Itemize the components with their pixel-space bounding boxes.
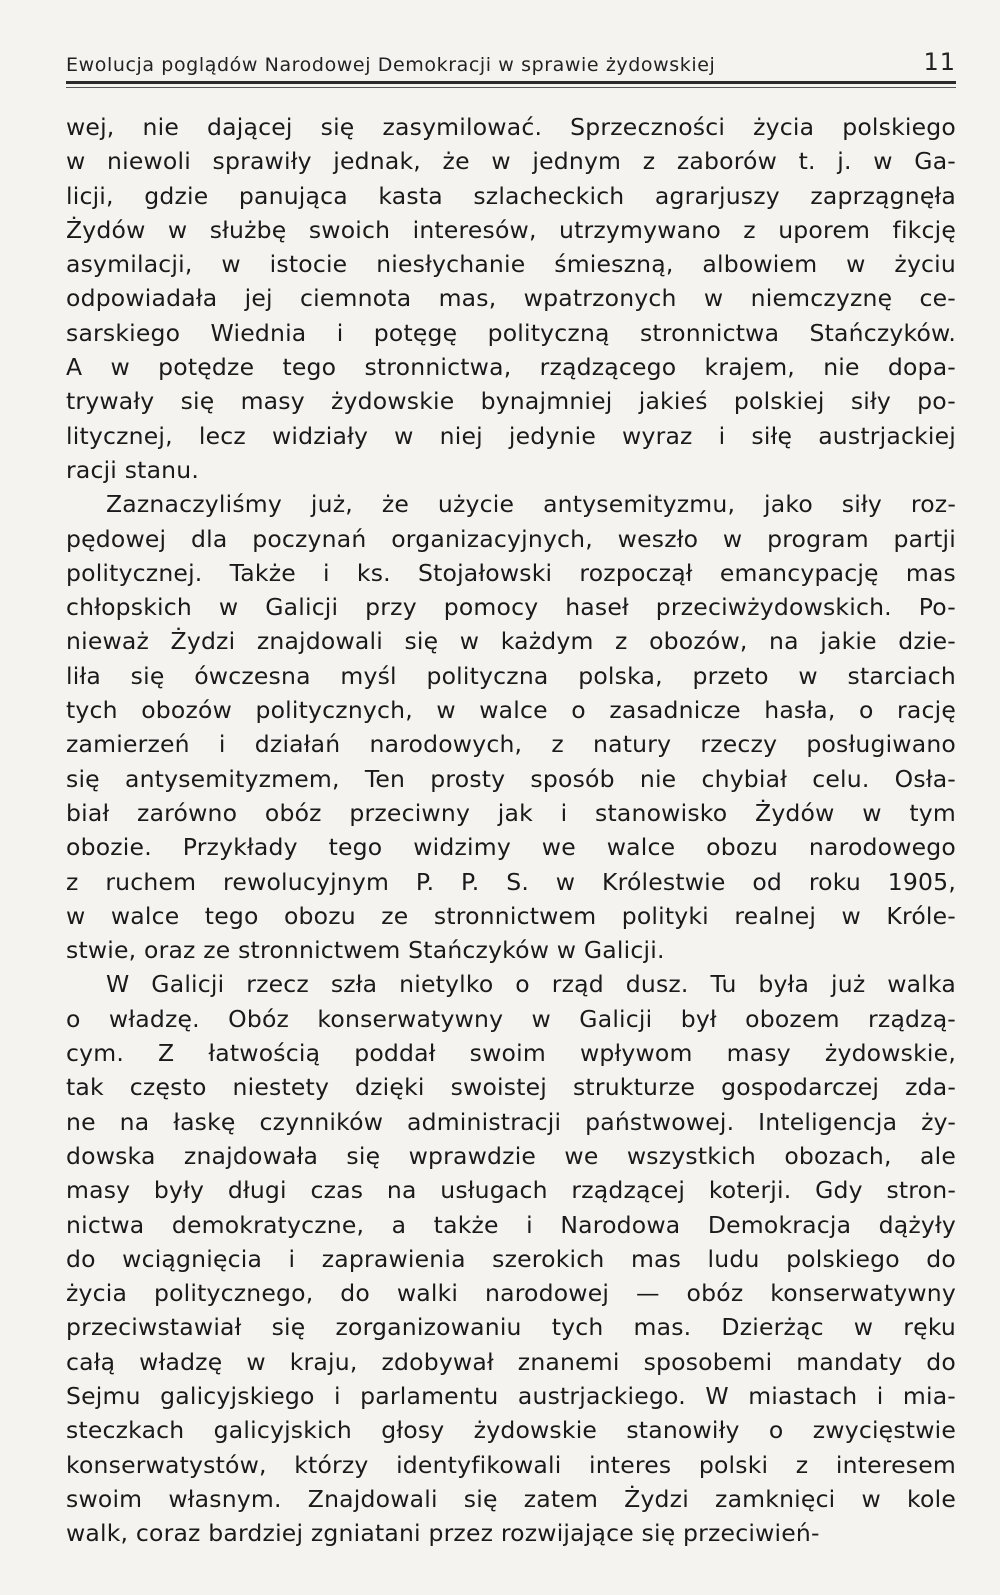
text-line: licji, gdzie panująca kasta szlacheckich agrarjuszy zaprzągnęła — [66, 181, 956, 210]
running-title: Ewolucja poglądów Narodowej Demokracji w sprawie żydowskiej — [66, 54, 716, 76]
text-line: życia politycznego, do walki narodowej — obóz konserwatywny — [66, 1279, 956, 1308]
text-line: konserwatystów, którzy identyfikowali interes polski z interesem — [66, 1450, 956, 1479]
text-line: do wciągnięcia i zaprawienia szerokich mas ludu polskiego do — [66, 1244, 956, 1273]
text-line: swoim własnym. Znajdowali się zatem Żydzi zamknięci w kole — [66, 1484, 956, 1513]
text-line: masy były długi czas na usługach rządzącej koterji. Gdy stron- — [66, 1176, 956, 1205]
text-line: litycznej, lecz widziały w niej jedynie wyraz i siłę austrjackiej — [66, 421, 956, 450]
paragraph — [66, 110, 956, 487]
text-line: walk, coraz bardziej zgniatani przez rozwijające się przeciwień- — [66, 1519, 820, 1548]
text-line: w niewoli sprawiły jednak, że w jednym z zaborów t. j. w Ga- — [66, 147, 956, 176]
text-line: nieważ Żydzi znajdowali się w każdym z obozów, na jakie dzie- — [66, 627, 956, 656]
body-text — [66, 110, 956, 1550]
header-rule — [66, 81, 956, 84]
paragraph — [66, 487, 956, 967]
text-line: zamierzeń i działań narodowych, z natury rzeczy posługiwano — [66, 730, 956, 759]
text-line: wej, nie dającej się zasymilować. Sprzeczności życia polskiego — [66, 113, 956, 141]
paragraph — [66, 967, 956, 1550]
text-line: racji stanu. — [66, 455, 200, 484]
text-line: liła się ówczesna myśl polityczna polska, przeto w starciach — [66, 661, 956, 690]
text-line: W Galicji rzecz szła nietylko o rząd dusz. Tu była już walka — [106, 970, 956, 999]
text-line: Zaznaczyliśmy już, że użycie antysemityzmu, jako siły roz- — [106, 490, 956, 519]
text-line: A w potędze tego stronnictwa, rządzącego krajem, nie dopa- — [66, 353, 956, 382]
text-line: sarskiego Wiednia i potęgę polityczną stronnictwa Stańczyków. — [66, 318, 956, 347]
text-line: z ruchem rewolucyjnym P. P. S. w Królestwie od roku 1905, — [66, 867, 956, 896]
text-line: Sejmu galicyjskiego i parlamentu austrjackiego. W miastach i mia- — [66, 1381, 956, 1410]
text-line: przeciwstawiał się zorganizowaniu tych mas. Dzierżąc w ręku — [66, 1313, 956, 1342]
page-number: 11 — [923, 48, 956, 76]
text-line: biał zarówno obóz przeciwny jak i stanowisko Żydów w tym — [66, 798, 956, 827]
text-line: politycznej. Także i ks. Stojałowski rozpoczął emancypację mas — [66, 558, 956, 587]
text-line: tak często niestety dzięki swoistej strukturze gospodarczej zda- — [66, 1073, 956, 1102]
text-line: ne na łaskę czynników administracji państwowej. Inteligencja ży- — [66, 1107, 956, 1136]
text-line: pędowej dla poczynań organizacyjnych, weszło w program partji — [66, 524, 956, 553]
text-line: tych obozów politycznych, w walce o zasadnicze hasła, o rację — [66, 696, 956, 725]
text-line: stwie, oraz ze stronnictwem Stańczyków w Galicji. — [66, 936, 665, 965]
text-line: trywały się masy żydowskie bynajmniej jakieś polskiej siły po- — [66, 387, 956, 416]
text-line: cym. Z łatwością poddał swoim wpływom masy żydowskie, — [66, 1039, 956, 1068]
text-line: obozie. Przykłady tego widzimy we walce obozu narodowego — [66, 833, 956, 862]
header-rule-thin — [66, 87, 956, 88]
text-line: steczkach galicyjskich głosy żydowskie stanowiły o zwycięstwie — [66, 1416, 956, 1445]
text-line: nictwa demokratyczne, a także i Narodowa Demokracja dążyły — [66, 1210, 956, 1239]
text-line: asymilacji, w istocie niesłychanie śmieszną, albowiem w życiu — [66, 250, 956, 279]
text-line: dowska znajdowała się wprawdzie we wszystkich obozach, ale — [66, 1141, 956, 1170]
text-line: chłopskich w Galicji przy pomocy haseł przeciwżydowskich. Po- — [66, 593, 956, 622]
text-line: całą władzę w kraju, zdobywał znanemi sposobemi mandaty do — [66, 1347, 956, 1376]
text-line: się antysemityzmem, Ten prosty sposób nie chybiał celu. Osła- — [66, 764, 956, 793]
text-line: Żydów w służbę swoich interesów, utrzymywano z uporem fikcję — [66, 215, 956, 244]
text-line: o władzę. Obóz konserwatywny w Galicji był obozem rządzą- — [66, 1004, 956, 1033]
running-head — [66, 46, 956, 76]
text-line: odpowiadała jej ciemnota mas, wpatrzonych w niemczyznę ce- — [66, 284, 956, 313]
text-line: w walce tego obozu ze stronnictwem polityki realnej w Króle- — [66, 901, 956, 930]
